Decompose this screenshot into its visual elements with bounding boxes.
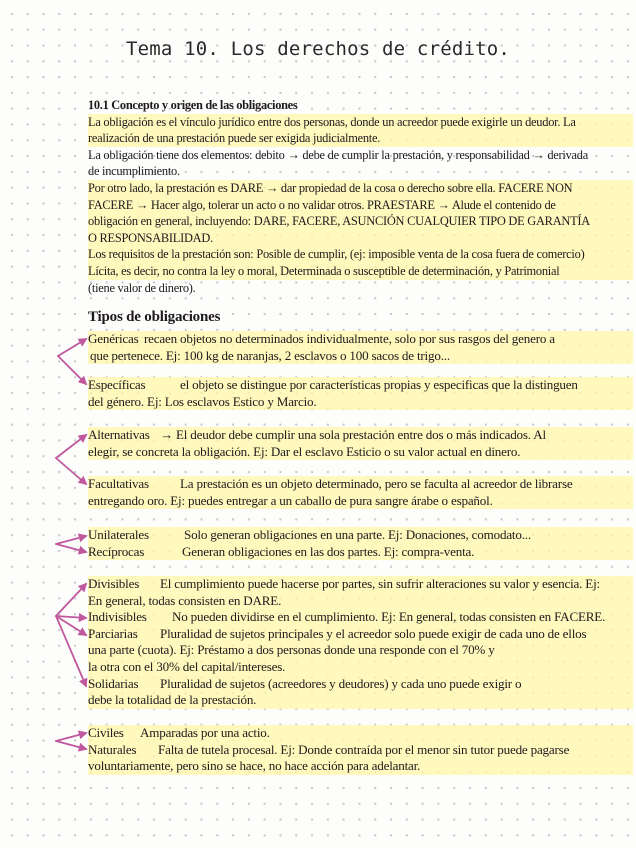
text-line: O RESPONSABILIDAD.: [88, 230, 633, 247]
section-concepto: [88, 97, 633, 296]
group-arrow: [56, 616, 86, 686]
section-heading: 10.1 Concepto y origen de las obligaciones: [88, 98, 298, 112]
obligation-definition: Pluralidad de sujetos (acreedores y deudores) y cada uno puede exigir o: [160, 675, 522, 691]
text-line: de incumplimiento.: [88, 164, 180, 179]
obligation-group: [88, 427, 633, 460]
group-arrow: [56, 458, 86, 484]
obligation-term: Facultativas: [88, 476, 149, 491]
definition-continuation: En general, todas consisten en DARE.: [88, 593, 633, 610]
page-title: Tema 10. Los derechos de crédito.: [125, 38, 511, 60]
group-arrow: [58, 339, 86, 356]
obligation-definition: El cumplimiento puede hacerse por partes, sin sufrir alteraciones su valor y esencia. Ej:: [160, 576, 600, 591]
definition-continuation: debe la totalidad de la prestación.: [88, 692, 633, 709]
definition-continuation: del género. Ej: Los esclavos Estico y Marcio.: [88, 394, 633, 411]
group-arrow: [56, 584, 86, 616]
obligation-term: Parciarias: [88, 625, 138, 641]
group-arrow: [56, 741, 86, 749]
section-heading: Tipos de obligaciones: [88, 309, 221, 325]
definition-continuation: voluntariamente, pero sino se hace, no hace acción para adelantar.: [88, 758, 633, 775]
obligation-definition: → El deudor debe cumplir una sola prestación entre dos o más indicados. Al: [160, 427, 546, 442]
group-arrow: [56, 733, 86, 741]
text-line: (tiene valor de dinero).: [88, 280, 196, 295]
group-arrow: [58, 356, 86, 384]
group-arrow: [56, 544, 86, 552]
text-line: obligación en general, incluyendo: DARE, FACERE, ASUNCIÓN CUALQUIER TIPO DE GARANTÍA: [88, 213, 633, 230]
obligation-definition: recaen objetos no determinados individualmente, solo por sus rasgos del genero a: [144, 331, 555, 346]
text-line: La obligación es el vínculo jurídico entre dos personas, donde un acreedor puede exigirle un deudor. La: [88, 114, 633, 131]
group-arrow: [56, 616, 86, 618]
text-line: FACERE → Hacer algo, tolerar un acto o no validar otros. PRAESTARE → Alude el contenido de: [88, 197, 633, 214]
obligation-definition: Pluralidad de sujetos principales y el acreedor solo puede exigir de cada uno de ellos: [160, 625, 587, 641]
obligation-term: Unilaterales: [88, 527, 149, 542]
definition-continuation: una parte (cuota). Ej: Préstamo a dos personas donde una responde con el 70% y: [88, 642, 633, 659]
text-line: Los requisitos de la prestación son: Posible de cumplir, (ej: imposible venta de la cosa fuera de comercio): [88, 246, 633, 263]
definition-continuation: que pertenece. Ej: 100 kg de naranjas, 2 esclavos o 100 sacos de trigo...: [88, 348, 633, 365]
definition-continuation: la otra con el 30% del capital/intereses.: [88, 659, 633, 676]
obligation-group: [88, 476, 633, 509]
obligation-group: [88, 377, 633, 410]
text-line: Lícita, es decir, no contra la ley o moral, Determinada o susceptible de determinación, y Patrimonial: [88, 263, 633, 280]
obligation-definition: el objeto se distingue por características propias y especificas que la distinguen: [180, 377, 578, 392]
obligation-definition: No pueden dividirse en el cumplimiento. Ej: En general, todas consisten en FACERE.: [172, 609, 606, 625]
definition-continuation: entregando oro. Ej: puedes entregar a un caballo de pura sangre árabe o español.: [88, 493, 633, 510]
definition-continuation: elegir, se concreta la obligación. Ej: Dar el esclavo Esticio o su valor actual en dinero.: [88, 444, 633, 461]
obligation-group: [88, 331, 633, 364]
text-line: Por otro lado, la prestación es DARE → dar propiedad de la cosa o derecho sobre ella. FACERE NON: [88, 180, 633, 197]
obligation-term: Alternativas: [88, 427, 150, 442]
text-line: La obligación tiene dos elementos: debito → debe de cumplir la prestación, y responsabilidad → derivada: [88, 147, 589, 162]
obligation-term: Recíprocas: [88, 543, 145, 559]
obligation-definition: Solo generan obligaciones en una parte. Ej: Donaciones, comodato...: [184, 527, 531, 542]
group-arrow: [56, 435, 86, 458]
obligation-group: [88, 576, 633, 709]
group-arrow: [56, 536, 86, 544]
text-line: realización de una prestación puede ser exigida judicialmente.: [88, 130, 633, 147]
obligation-term: Genéricas: [88, 331, 139, 346]
obligation-group: [88, 725, 633, 775]
group-arrow: [56, 616, 86, 635]
obligation-definition: La prestación es un objeto determinado, pero se faculta al acreedor de librarse: [180, 476, 573, 491]
obligation-term: Civiles: [88, 725, 124, 740]
obligation-group: [88, 527, 633, 560]
obligation-term: Divisibles: [88, 576, 140, 591]
obligation-definition: Amparadas por una actio.: [140, 725, 270, 740]
obligation-term: Naturales: [88, 741, 137, 757]
obligation-definition: Falta de tutela procesal. Ej: Donde contraída por el menor sin tutor puede pagarse: [158, 741, 570, 757]
obligation-term: Indivisibles: [88, 609, 147, 625]
obligation-term: Específicas: [88, 377, 146, 392]
obligation-term: Solidarias: [88, 675, 139, 691]
obligation-definition: Generan obligaciones en las dos partes. Ej: compra-venta.: [182, 543, 475, 559]
